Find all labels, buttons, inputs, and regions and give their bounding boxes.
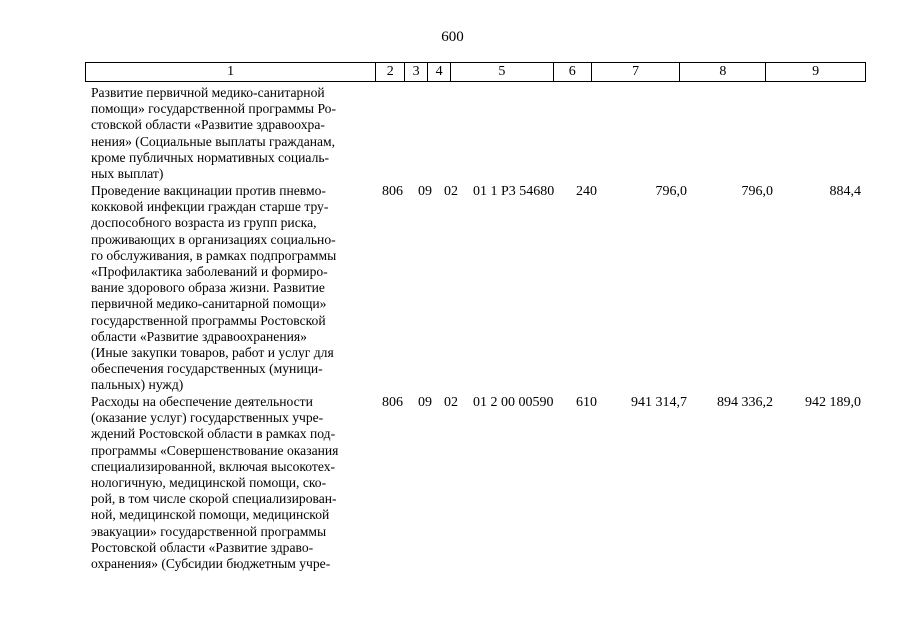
cell-admin-code: 806 [382, 184, 403, 199]
table-row-description: Расходы на обеспечение деятельности (оказание услуг) государственных учре- ждений Ростовской области в рамках под- программы «Совершенствование оказания специализированной, включая высокотех- нологичную, медицинской помощи, ско- рой, в том числе скорой специализирован- ной, медицинской помощи, медицинской эвакуации» государственной программы Ростовской области «Развитие здраво- охранения» (Субсидии бюджетным учре- [91, 394, 339, 572]
cell-amount-col8: 796,0 [741, 184, 773, 199]
header-col-4: 4 [427, 63, 450, 81]
cell-amount-col7: 941 314,7 [631, 395, 687, 410]
cell-amount-col9: 884,4 [829, 184, 861, 199]
header-col-8: 8 [679, 63, 765, 81]
table-row-description: Развитие первичной медико-санитарной помощи» государственной программы Ро- стовской области «Развитие здравоохра- нения» (Социальные выплаты гражданам, кроме публичных нормативных социаль- ных выплат) [91, 85, 336, 182]
cell-amount-col7: 796,0 [655, 184, 687, 199]
header-col-9: 9 [765, 63, 865, 81]
header-col-2: 2 [375, 63, 404, 81]
cell-target-article: 01 1 P3 54680 [473, 184, 555, 199]
header-col-7: 7 [591, 63, 680, 81]
page-number: 600 [441, 29, 464, 45]
cell-subsection: 02 [444, 184, 458, 199]
header-col-1: 1 [227, 64, 235, 79]
table-row-description: Проведение вакцинации против пневмо- кокковой инфекции граждан старше тру- доспособного возраста из групп риска, проживающих в организациях социально- го обслуживания, в рамках подпрограммы «Профилактика заболеваний и формиро- вание здорового образа жизни. Развитие первичной медико-санитарной помощи» государственной программы Ростовской области «Развитие здравоохранения» (Иные закупки товаров, работ и услуг для обеспечения государственных (муници- пальных) нужд) [91, 183, 337, 393]
cell-expense-type: 610 [576, 395, 597, 410]
cell-amount-col8: 894 336,2 [717, 395, 773, 410]
cell-expense-type: 240 [576, 184, 597, 199]
cell-target-article: 01 2 00 00590 [473, 395, 554, 410]
cell-subsection: 02 [444, 395, 458, 410]
cell-admin-code: 806 [382, 395, 403, 410]
header-col-6: 6 [553, 63, 591, 81]
header-col-5: 5 [450, 63, 553, 81]
table-header [85, 62, 866, 82]
cell-section: 09 [418, 184, 432, 199]
cell-amount-col9: 942 189,0 [805, 395, 861, 410]
cell-section: 09 [418, 395, 432, 410]
header-col-3: 3 [404, 63, 427, 81]
